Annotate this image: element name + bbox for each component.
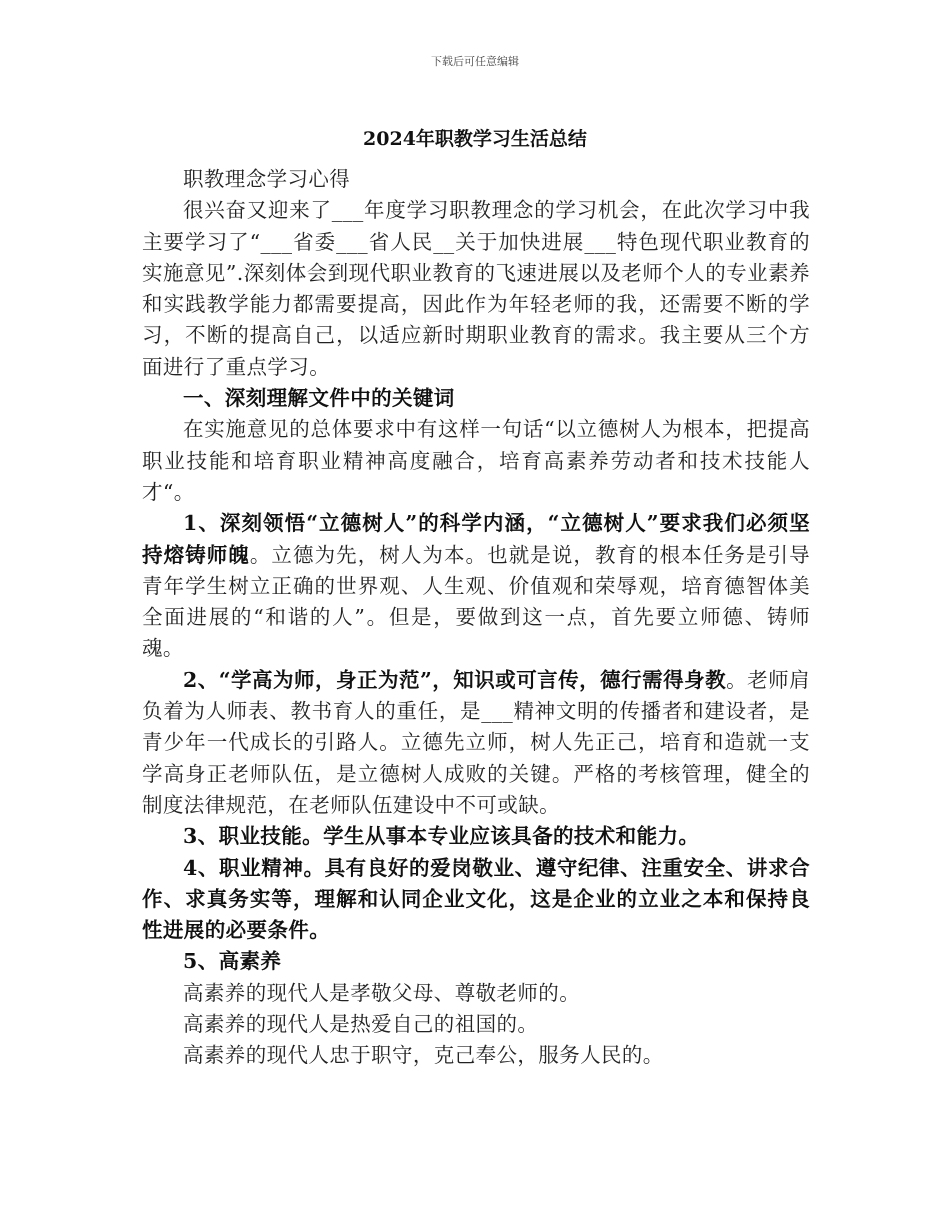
section-heading-1: 一、深刻理解文件中的关键词 (183, 386, 455, 411)
point-2-heading: 2、“学高为师，身正为范”，知识或可言传，德行需得身教 (183, 667, 727, 692)
intro-paragraph: 很兴奋又迎来了___年度学习职教理念的学习机会，在此次学习中我主要学习了“___省委___省人民__关于加快进展___特色现代职业教育的实施意见”.深刻体会到现代职业教育的飞速进展以及老师个人的专业素养和实践教学能力都需要提高，因此作为年轻老师的我，还需要不断的学习，不断的提高自己，以适应新时期职业教育的需求。我主要从三个方面进行了重点学习。 (142, 198, 810, 379)
page-header-note: 下载后可任意编辑 (431, 55, 519, 68)
point-1-body: 。立德为先，树人为本。也就是说，教育的根本任务是引导青年学生树立正确的世界观、人生观、价值观和荣辱观，培育德智体美全面进展的“和谐的人”。但是，要做到这一点，首先要立师德、铸师魂。 (142, 542, 811, 661)
point-5-line: 高素养的现代人忠于职守，克己奉公，服务人民的。 (183, 1043, 664, 1068)
point-4-paragraph: 4、职业精神。具有良好的爱岗敬业、遵守纪律、注重安全、讲求合作、求真务实等，理解和认同企业文化，这是企业的立业之本和保持良性进展的必要条件。 (142, 855, 810, 943)
point-5-heading: 5、高素养 (183, 949, 282, 974)
point-2-paragraph (142, 665, 810, 821)
document-body (142, 164, 810, 1072)
point-1-paragraph (142, 508, 810, 664)
point-5-line: 高素养的现代人是孝敬父母、尊敬老师的。 (183, 980, 581, 1005)
subtitle-paragraph: 职教理念学习心得 (183, 167, 351, 191)
point-5-line: 高素养的现代人是热爱自己的祖国的。 (183, 1012, 539, 1037)
document-title: 2024年职教学习生活总结 (363, 128, 587, 150)
point-2-body: 。老师肩负着为人师表、教书育人的重任，是___精神文明的传播者和建设者，是青少年一代成长的引路人。立德先立师，树人先正己，培育和造就一支学高身正老师队伍，是立德树人成败的关键。严格的考核管理，健全的制度法律规范，在老师队伍建设中不可或缺。 (142, 667, 810, 817)
section-1-paragraph: 在实施意见的总体要求中有这样一句话“以立德树人为根本，把提高职业技能和培育职业精神高度融合，培育高素养劳动者和技术技能人才“。 (142, 417, 810, 504)
point-1-heading: 1、深刻领悟“立德树人”的科学内涵，“立德树人”要求我们必须坚持熔铸师魄 (142, 511, 810, 567)
point-3-paragraph: 3、职业技能。学生从事本专业应该具备的技术和能力。 (183, 824, 700, 849)
